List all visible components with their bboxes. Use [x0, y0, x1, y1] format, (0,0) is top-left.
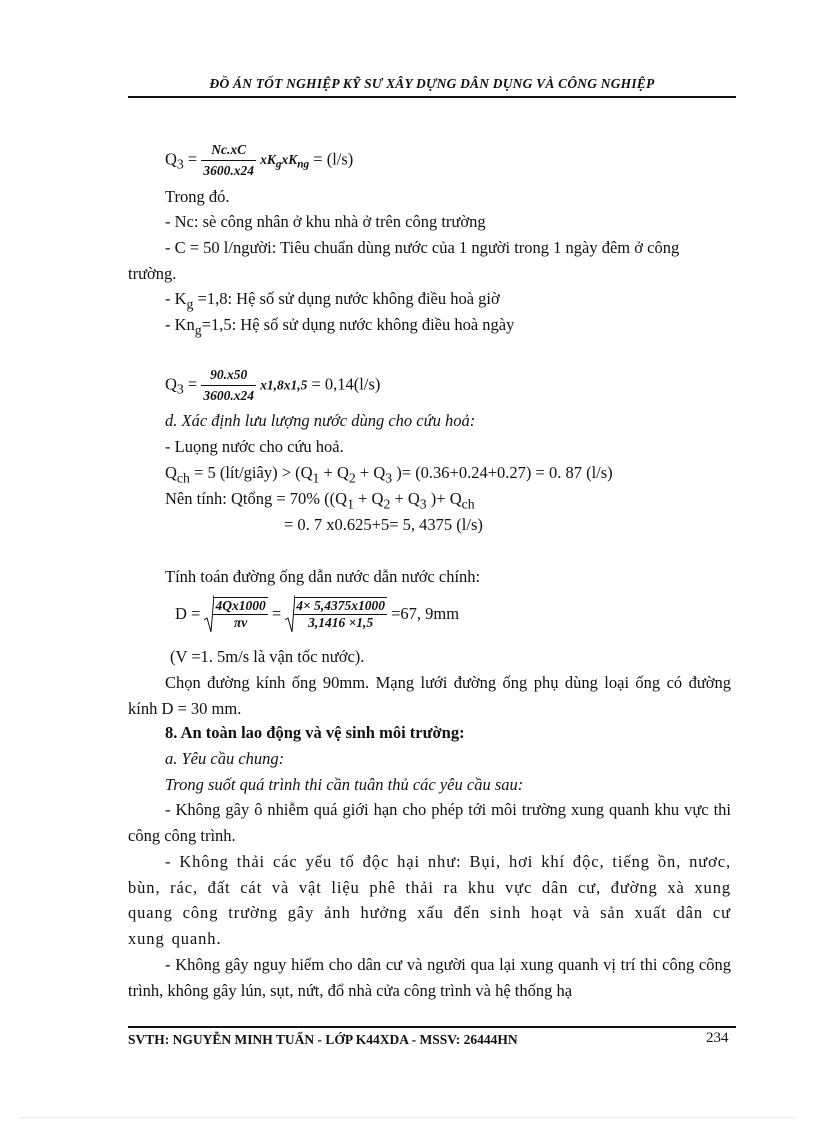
text-req-2: - Không thải các yếu tố độc hại như: Bụi, hơi khí độc, tiếng ồn, nươc, bùn, rác, đất cát và vật liệu phê thải ra khu vực dân cư, đường xà xung quang công trường gây ảnh hưởng xấu đến sinh hoạt và sản xuất dân cư xung quanh.: [128, 852, 731, 948]
text-qch: $Q_{ch} = 5$ (lít/giây) > ($Q_1 + Q_2 + Q_3$ )= (0.36+0.24+0.27) = 0. 87 (l/s): [165, 463, 613, 486]
section-8-title: 8. An toàn lao động và vệ sinh môi trường:: [165, 723, 465, 742]
sqrt-2-fraction: $\frac{4\times 5,4375x1000}{3,1416 \times 1,5}$: [296, 598, 385, 630]
text-req-1: - Không gây ô nhiễm quá giới hạn cho phép tới môi trường xung quanh khu vực thi công công trình.: [128, 800, 731, 845]
page-bottom-edge: [20, 1117, 796, 1118]
text-trong-do: Trong đó.: [165, 187, 230, 206]
formula-q3-value: $Q_3$ = $\frac{90.x50}{3600.x24}$ x1,8x1,5 = 0,14(l/s): [165, 365, 380, 406]
text-c-line1: - C = 50 l/người: Tiêu chuẩn dùng nước của 1 người trong 1 ngày đêm ở công: [165, 238, 680, 257]
page-header-title: ĐỒ ÁN TỐT NGHIỆP KỸ SƯ XÂY DỰNG DÂN DỤNG VÀ CÔNG NGHIỆP: [209, 76, 655, 91]
text-c-line2: trường.: [128, 264, 177, 283]
pipe-title: Tính toán đường ống dẫn nước dẫn nước chính:: [165, 567, 481, 586]
sqrt-1-fraction: $\frac{4Qx1000}{\pi v}$: [215, 598, 266, 630]
section-8-intro: Trong suốt quá trình thi cần tuân thủ các yêu cầu sau:: [165, 775, 524, 794]
formula-q3: $Q_3$ = $\frac{Nc.xC}{3600.x24}$ $xK_gxK_{ng} = (l/s)$: [165, 140, 353, 181]
text-nc: - Nc: sè công nhân ở khu nhà ở trên công trường: [165, 212, 486, 231]
section-d-title: d. Xác định lưu lượng nước dùng cho cứu hoả:: [165, 411, 476, 430]
text-kg: - $K_g =1,8$: Hệ số sử dụng nước không điều hoà giờ: [165, 289, 500, 312]
text-luong-nuoc: - Luọng nước cho cứu hoả.: [165, 437, 344, 456]
section-8a-title: a. Yêu cầu chung:: [165, 749, 285, 768]
text-kng: - $Kn_g=1,5$: Hệ số sử dụng nước không điều hoà ngày: [165, 315, 515, 338]
header-rule: [128, 96, 736, 98]
footer-author: SVTH: NGUYỄN MINH TUẤN - LỚP K44XDA - MSSV: 26444HN: [128, 1032, 518, 1047]
page-number: 234: [706, 1030, 729, 1046]
footer-rule: [128, 1026, 736, 1028]
text-qtong-value: = 0. 7 x0.625+5= 5, 4375 (l/s): [284, 515, 483, 534]
text-req-3: - Không gây nguy hiểm cho dân cư và người qua lại xung quanh vị trí thi công công trình, không gây lún, sụt, nứt, đổ nhà cửa công trình và hệ thống hạ: [128, 955, 731, 1000]
formula-q3-value-fraction: $\frac{90.x50}{3600.x24}$: [201, 365, 256, 406]
text-velocity: (V =1. 5m/s là vận tốc nước).: [170, 647, 365, 666]
text-pipe-choice: Chọn đường kính ống 90mm. Mạng lưới đường ống phụ dùng loại ống có đường kính D = 30 mm.: [128, 673, 731, 718]
formula-q3-fraction: $\frac{Nc.xC}{3600.x24}$: [201, 140, 256, 181]
formula-diameter: D = $\frac{4Qx1000}{\pi v}$ = $\frac{4\times 5,4375x1000}{3,1416 \times 1,5}$ =67, 9mm: [175, 594, 459, 634]
text-qtong: Nên tính: Qtổng = 70% (($Q_1 + Q_2 + Q_3$ )+ $Q_{ch}$: [165, 489, 475, 512]
